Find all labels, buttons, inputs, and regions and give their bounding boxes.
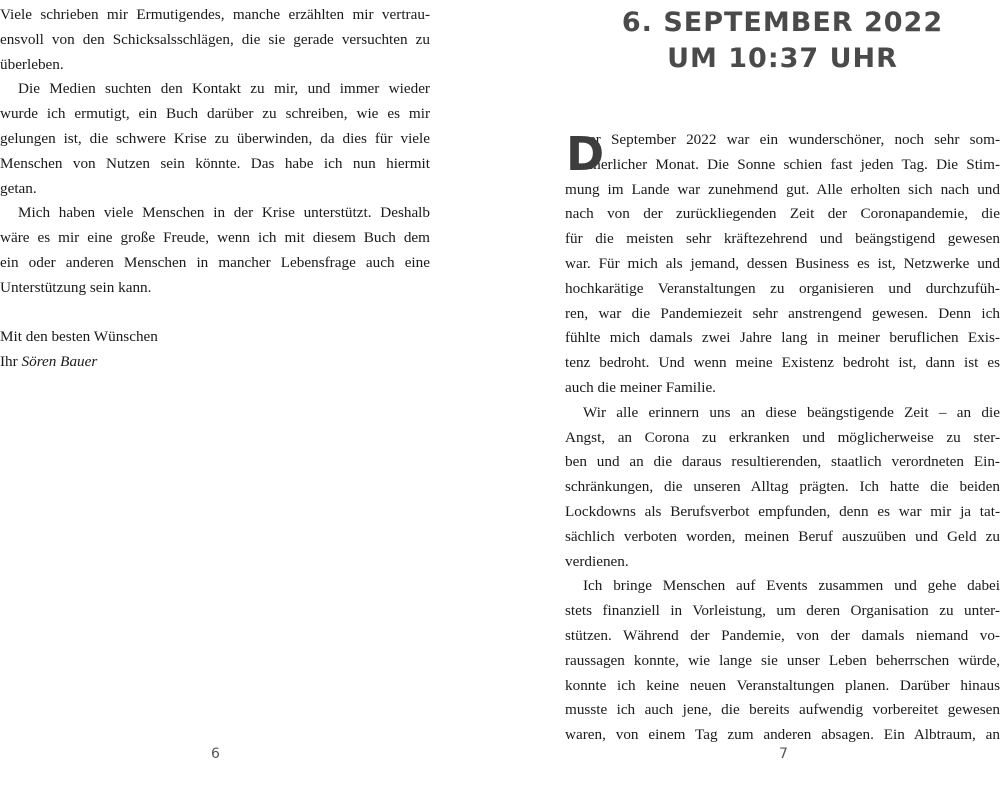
text-line: verdienen.: [565, 552, 629, 570]
chapter-heading: [565, 5, 1000, 77]
text-line: Menschen von Nutzen sein könnte. Das habe ich nun hiermit: [0, 154, 430, 172]
text-line: auch die meiner Familie.: [565, 378, 716, 396]
text-line: nach von der zurückliegenden Zeit der Coronapandemie, die: [565, 205, 1000, 223]
text-line: er September 2022 war ein wunderschöner, noch sehr som-: [589, 131, 1000, 148]
text-line: Wir alle erinnern uns an diese beängstigende Zeit – an die: [583, 403, 1000, 421]
chapter-heading-line-1: 6. SEPTEMBER 2022: [621, 7, 944, 38]
text-line: überleben.: [0, 55, 64, 73]
text-line: fühlte mich damals zwei Jahre lang in meiner beruflichen Exis-: [565, 329, 1000, 347]
text-line: schränkungen, die unseren Alltag prägten. Ich hatte die beiden: [565, 478, 1000, 496]
text-line: wurde ich ermutigt, ein Buch darüber zu schreiben, wie es mir: [0, 105, 430, 123]
text-line: Unterstützung sein kann.: [0, 278, 152, 296]
signature-name: Sören Bauer: [21, 353, 98, 371]
right-page-text: [565, 128, 1000, 748]
text-line: stützen. Während der Pandemie, von der damals niemand vo-: [565, 626, 1000, 644]
right-page: [565, 0, 1000, 800]
text-line: Viele schrieben mir Ermutigendes, manche erzählten mir vertrau-: [0, 6, 430, 23]
text-line: ein oder anderen Menschen in mancher Lebensfrage auch eine: [0, 253, 430, 271]
text-line: gelungen ist, die schwere Krise zu überwinden, da dies für viele: [0, 129, 430, 147]
signature-prefix: Ihr: [0, 353, 18, 371]
text-line: Angst, an Corona zu erkranken und möglicherweise zu ster-: [565, 428, 1000, 446]
text-line: ensvoll von den Schicksalsschlägen, die sie gerade versuchten zu: [0, 30, 430, 48]
text-line: für die meisten sehr kräftezehrend und beängstigend gewesen: [565, 230, 1000, 248]
text-line: ben und an die daraus resultierenden, staatlich verordneten Ein-: [565, 453, 1000, 471]
text-line: Lockdowns als Berufsverbot empfunden, denn es war mir ja tat-: [565, 502, 1000, 520]
left-page: [0, 0, 430, 800]
page-number: 6: [211, 746, 220, 762]
text-line: sächlich verboten worden, meinen Beruf auszuüben und Geld zu: [565, 527, 1000, 545]
text-line: stets finanziell in Vorleistung, um deren Organisation zu unter-: [565, 602, 1000, 620]
page-number: 7: [779, 746, 788, 762]
closing-line: Mit den besten Wünschen: [0, 328, 158, 346]
text-line: merlicher Monat. Die Sonne schien fast jeden Tag. Die Stim-: [589, 155, 1000, 173]
text-line: Ich bringe Menschen auf Events zusammen und gehe dabei: [583, 577, 1000, 595]
text-line: war. Für mich als jemand, dessen Business es ist, Netzwerke und: [565, 254, 1000, 272]
text-line: mung im Lande war zunehmend gut. Alle erholten sich nach und: [565, 180, 1000, 198]
text-line: konnte ich keine neuen Veranstaltungen planen. Darüber hinaus: [565, 676, 1000, 694]
text-line: raussagen konnte, wie lange sie unser Leben beherrschen würde,: [565, 651, 1000, 669]
left-page-text: [0, 3, 430, 375]
text-line: musste ich auch jene, die bereits aufwendig vorbereitet gewesen: [565, 701, 1000, 719]
text-line: ren, war die Pandemiezeit sehr anstrengend gewesen. Denn ich: [565, 304, 1000, 322]
chapter-heading-line-2: UM 10:37 UHR: [667, 43, 898, 74]
text-line: hochkarätige Veranstaltungen zu organisieren und durchzufüh-: [565, 279, 1000, 297]
drop-cap: D: [566, 127, 605, 181]
text-line: getan.: [0, 179, 37, 197]
text-line: Mich haben viele Menschen in der Krise unterstützt. Deshalb: [18, 204, 430, 222]
text-line: Die Medien suchten den Kontakt zu mir, und immer wieder: [18, 80, 430, 98]
signature-line: [0, 350, 430, 375]
text-line: wäre es mir eine große Freude, wenn ich mit diesem Buch dem: [0, 229, 430, 247]
text-line: tenz bedroht. Und wenn meine Existenz bedroht ist, dann ist es: [565, 354, 1000, 372]
text-line: waren, von einem Tag zum anderen absagen. Ein Albtraum, an: [565, 726, 1000, 744]
